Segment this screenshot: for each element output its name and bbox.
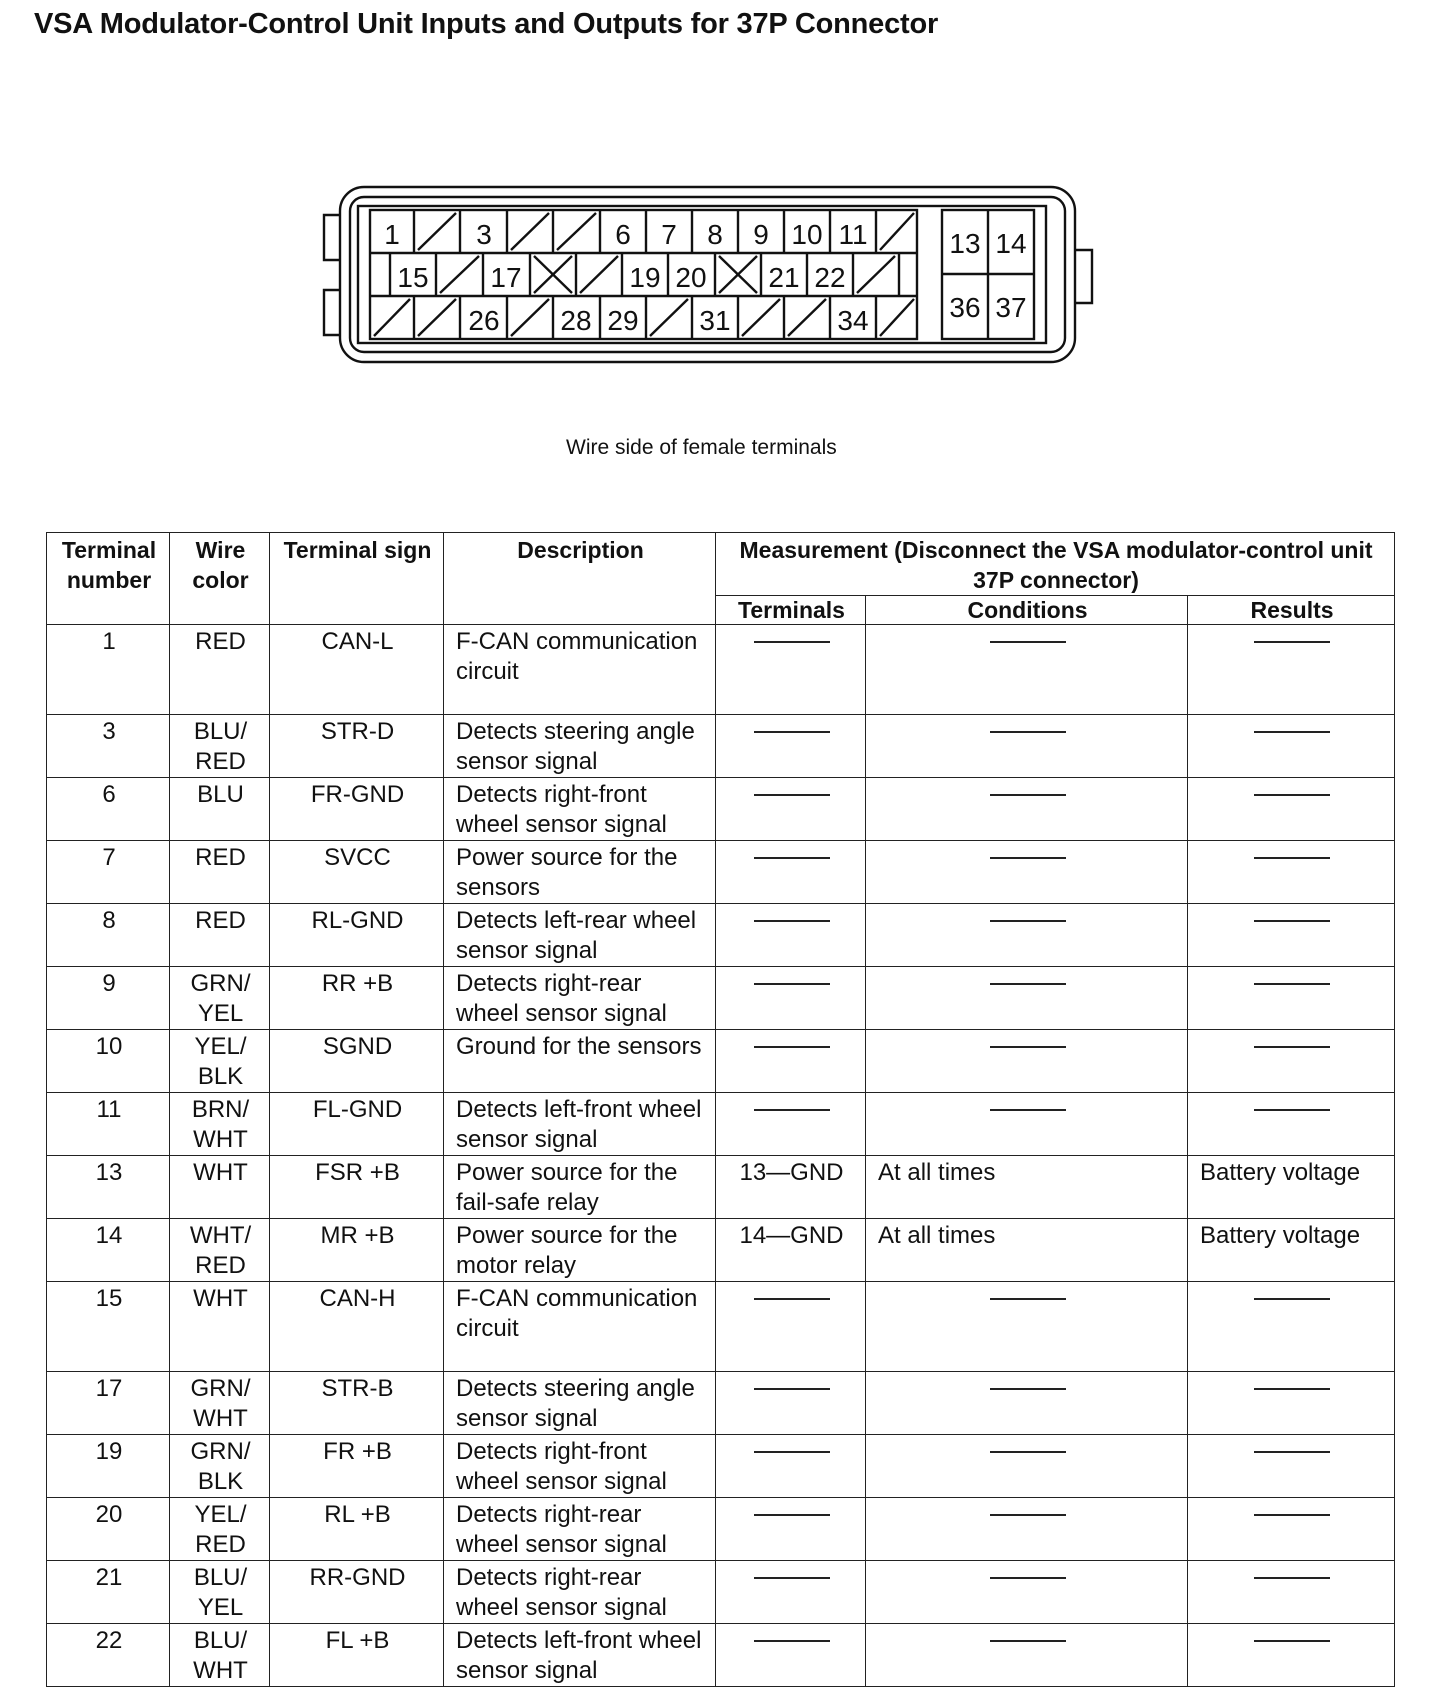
not-applicable-dash bbox=[754, 1109, 830, 1111]
measure-conditions-cell bbox=[866, 1093, 1188, 1156]
measure-conditions-cell bbox=[866, 1435, 1188, 1498]
terminal-sign-cell bbox=[270, 1156, 444, 1219]
terminal-number-cell bbox=[47, 1093, 170, 1156]
pin-17: 17 bbox=[490, 262, 522, 293]
terminal-number-text: 9 bbox=[102, 970, 116, 997]
wire-color-text: GRN/ BLK bbox=[190, 1438, 251, 1495]
measure-terminals-cell bbox=[716, 1435, 866, 1498]
header-results: Results bbox=[1188, 596, 1395, 625]
terminal-number-cell bbox=[47, 967, 170, 1030]
terminal-number-text: 8 bbox=[102, 907, 116, 934]
table-row bbox=[47, 1219, 1395, 1282]
terminal-number-text: 14 bbox=[95, 1222, 123, 1249]
measure-conditions-cell bbox=[866, 1561, 1188, 1624]
not-applicable-dash bbox=[754, 857, 830, 859]
measure-results-cell bbox=[1188, 1156, 1395, 1219]
terminal-number-cell bbox=[47, 1219, 170, 1282]
description-text: Ground for the sensors bbox=[456, 1033, 702, 1060]
measure-conditions-text: At all times bbox=[878, 1222, 996, 1249]
terminal-sign-text: STR-D bbox=[320, 718, 395, 745]
wire-color-cell bbox=[170, 1030, 270, 1093]
pin-14: 14 bbox=[995, 228, 1027, 259]
terminal-number-cell bbox=[47, 1435, 170, 1498]
terminal-sign-text: RL-GND bbox=[311, 907, 404, 934]
wire-color-text: YEL/ BLK bbox=[194, 1033, 247, 1090]
connector-caption: Wire side of female terminals bbox=[566, 436, 837, 459]
not-applicable-dash bbox=[1254, 857, 1330, 859]
wire-color-cell bbox=[170, 1156, 270, 1219]
pin-10: 10 bbox=[791, 219, 823, 250]
description-text: Detects right-front wheel sensor signal bbox=[456, 781, 667, 838]
measure-results-text: Battery voltage bbox=[1200, 1222, 1361, 1249]
not-applicable-dash bbox=[990, 1640, 1066, 1642]
measure-results-cell bbox=[1188, 1561, 1395, 1624]
pin-8: 8 bbox=[707, 219, 723, 250]
not-applicable-dash bbox=[1254, 1109, 1330, 1111]
measure-conditions-cell bbox=[866, 1030, 1188, 1093]
terminal-number-text: 19 bbox=[95, 1438, 123, 1465]
terminal-number-cell bbox=[47, 625, 170, 715]
not-applicable-dash bbox=[1254, 920, 1330, 922]
description-cell bbox=[444, 1030, 716, 1093]
table-row bbox=[47, 1282, 1395, 1372]
terminal-sign-text: RR-GND bbox=[309, 1564, 406, 1591]
not-applicable-dash bbox=[754, 1298, 830, 1300]
wire-color-cell bbox=[170, 778, 270, 841]
not-applicable-dash bbox=[754, 1388, 830, 1390]
description-cell bbox=[444, 904, 716, 967]
measure-results-cell bbox=[1188, 904, 1395, 967]
pin-21: 21 bbox=[768, 262, 800, 293]
not-applicable-dash bbox=[990, 920, 1066, 922]
terminal-sign-cell bbox=[270, 1093, 444, 1156]
pin-6: 6 bbox=[615, 219, 631, 250]
measure-results-cell bbox=[1188, 1624, 1395, 1687]
wire-color-text: WHT bbox=[193, 1285, 248, 1312]
not-applicable-dash bbox=[990, 1298, 1066, 1300]
terminal-sign-cell bbox=[270, 904, 444, 967]
terminal-number-text: 6 bbox=[102, 781, 116, 808]
not-applicable-dash bbox=[990, 983, 1066, 985]
table-row bbox=[47, 904, 1395, 967]
description-text: Detects left-rear wheel sensor signal bbox=[456, 907, 697, 964]
measure-conditions-text: At all times bbox=[878, 1159, 996, 1186]
not-applicable-dash bbox=[1254, 1514, 1330, 1516]
description-text: Detects right-rear wheel sensor signal bbox=[456, 970, 667, 1027]
measure-terminals-cell bbox=[716, 1156, 866, 1219]
wire-color-text: BLU bbox=[197, 781, 244, 808]
pin-19: 19 bbox=[629, 262, 661, 293]
table-row bbox=[47, 778, 1395, 841]
terminal-sign-cell bbox=[270, 1372, 444, 1435]
table-row bbox=[47, 1156, 1395, 1219]
not-applicable-dash bbox=[1254, 731, 1330, 733]
wire-color-cell bbox=[170, 841, 270, 904]
description-cell bbox=[444, 778, 716, 841]
terminal-number-cell bbox=[47, 1498, 170, 1561]
description-text: Detects right-front wheel sensor signal bbox=[456, 1438, 667, 1495]
terminal-sign-cell bbox=[270, 1561, 444, 1624]
measure-results-cell bbox=[1188, 1435, 1395, 1498]
terminal-sign-text: FL +B bbox=[325, 1627, 390, 1654]
not-applicable-dash bbox=[990, 1046, 1066, 1048]
description-text: F-CAN communication circuit bbox=[456, 628, 698, 685]
connector-diagram bbox=[320, 180, 1120, 370]
pin-11: 11 bbox=[838, 219, 868, 250]
pin-20: 20 bbox=[675, 262, 707, 293]
wire-color-text: RED bbox=[195, 907, 246, 934]
terminal-sign-text: CAN-H bbox=[319, 1285, 396, 1312]
measure-conditions-cell bbox=[866, 841, 1188, 904]
terminal-number-text: 7 bbox=[102, 844, 116, 871]
not-applicable-dash bbox=[1254, 641, 1330, 643]
measure-terminals-cell bbox=[716, 904, 866, 967]
pin-13: 13 bbox=[949, 228, 981, 259]
pin-9: 9 bbox=[753, 219, 769, 250]
not-applicable-dash bbox=[754, 1451, 830, 1453]
terminal-number-text: 20 bbox=[95, 1501, 123, 1528]
terminal-sign-text: FL-GND bbox=[312, 1096, 403, 1123]
description-text: Power source for the motor relay bbox=[456, 1222, 678, 1279]
table-row bbox=[47, 967, 1395, 1030]
measure-terminals-cell bbox=[716, 625, 866, 715]
terminal-number-text: 15 bbox=[95, 1285, 123, 1312]
wire-color-text: WHT bbox=[193, 1159, 248, 1186]
wire-color-cell bbox=[170, 1498, 270, 1561]
measure-terminals-cell bbox=[716, 1219, 866, 1282]
terminal-sign-text: SGND bbox=[322, 1033, 393, 1060]
measure-conditions-cell bbox=[866, 1219, 1188, 1282]
terminal-number-cell bbox=[47, 1372, 170, 1435]
terminal-sign-text: STR-B bbox=[321, 1375, 394, 1402]
measure-terminals-cell bbox=[716, 967, 866, 1030]
terminal-sign-cell bbox=[270, 1219, 444, 1282]
terminal-number-text: 22 bbox=[95, 1627, 123, 1654]
terminal-number-cell bbox=[47, 1561, 170, 1624]
measure-terminals-cell bbox=[716, 778, 866, 841]
terminal-number-text: 3 bbox=[102, 718, 116, 745]
measure-terminals-cell bbox=[716, 1372, 866, 1435]
measure-conditions-cell bbox=[866, 1372, 1188, 1435]
terminal-number-cell bbox=[47, 1624, 170, 1687]
not-applicable-dash bbox=[990, 641, 1066, 643]
terminal-number-cell bbox=[47, 904, 170, 967]
not-applicable-dash bbox=[1254, 1046, 1330, 1048]
measure-results-cell bbox=[1188, 778, 1395, 841]
terminal-sign-cell bbox=[270, 1282, 444, 1372]
measure-results-cell bbox=[1188, 967, 1395, 1030]
pin-3: 3 bbox=[476, 219, 492, 250]
pin-34: 34 bbox=[837, 305, 869, 336]
terminal-number-cell bbox=[47, 1030, 170, 1093]
terminal-sign-text: FR +B bbox=[323, 1438, 392, 1465]
header-description: Description bbox=[444, 533, 716, 625]
measure-conditions-cell bbox=[866, 1156, 1188, 1219]
not-applicable-dash bbox=[990, 1514, 1066, 1516]
description-text: Detects left-front wheel sensor signal bbox=[456, 1627, 702, 1684]
measure-terminals-cell bbox=[716, 1282, 866, 1372]
measure-terminals-cell bbox=[716, 841, 866, 904]
wire-color-text: RED bbox=[195, 844, 246, 871]
measure-terminals-cell bbox=[716, 1498, 866, 1561]
pin-37: 37 bbox=[995, 292, 1027, 323]
wire-color-cell bbox=[170, 1561, 270, 1624]
measure-conditions-cell bbox=[866, 1624, 1188, 1687]
table-row bbox=[47, 715, 1395, 778]
table-row bbox=[47, 1624, 1395, 1687]
terminal-number-text: 11 bbox=[96, 1096, 122, 1123]
measure-conditions-cell bbox=[866, 967, 1188, 1030]
description-cell bbox=[444, 841, 716, 904]
measure-terminals-cell bbox=[716, 1561, 866, 1624]
description-text: Detects right-rear wheel sensor signal bbox=[456, 1501, 667, 1558]
not-applicable-dash bbox=[990, 731, 1066, 733]
description-text: Power source for the sensors bbox=[456, 844, 678, 901]
measure-results-cell bbox=[1188, 715, 1395, 778]
terminal-number-cell bbox=[47, 841, 170, 904]
not-applicable-dash bbox=[990, 857, 1066, 859]
not-applicable-dash bbox=[1254, 1451, 1330, 1453]
not-applicable-dash bbox=[1254, 1388, 1330, 1390]
wire-color-text: RED bbox=[195, 628, 246, 655]
terminal-number-cell bbox=[47, 715, 170, 778]
header-terminal-sign: Terminal sign bbox=[270, 533, 444, 625]
terminal-sign-cell bbox=[270, 625, 444, 715]
terminal-sign-cell bbox=[270, 778, 444, 841]
table-row bbox=[47, 1435, 1395, 1498]
wire-color-cell bbox=[170, 625, 270, 715]
pin-31: 31 bbox=[699, 305, 731, 336]
description-text: Detects right-rear wheel sensor signal bbox=[456, 1564, 667, 1621]
pin-29: 29 bbox=[607, 305, 639, 336]
not-applicable-dash bbox=[754, 1046, 830, 1048]
not-applicable-dash bbox=[754, 731, 830, 733]
terminal-number-text: 21 bbox=[95, 1564, 123, 1591]
description-text: F-CAN communication circuit bbox=[456, 1285, 698, 1342]
wire-color-cell bbox=[170, 1093, 270, 1156]
pin-15: 15 bbox=[397, 262, 429, 293]
wire-color-text: GRN/ WHT bbox=[190, 1375, 251, 1432]
wire-color-cell bbox=[170, 1435, 270, 1498]
wire-color-text: YEL/ RED bbox=[194, 1501, 247, 1558]
header-wire-color: Wire color bbox=[170, 533, 270, 625]
not-applicable-dash bbox=[1254, 983, 1330, 985]
measure-terminals-text: 13—GND bbox=[739, 1159, 844, 1186]
terminal-sign-text: FSR +B bbox=[315, 1159, 400, 1186]
measure-results-cell bbox=[1188, 1030, 1395, 1093]
measure-terminals-cell bbox=[716, 1093, 866, 1156]
measure-conditions-cell bbox=[866, 1498, 1188, 1561]
terminal-sign-text: RR +B bbox=[321, 970, 394, 997]
measure-results-cell bbox=[1188, 1093, 1395, 1156]
not-applicable-dash bbox=[754, 794, 830, 796]
measure-conditions-cell bbox=[866, 715, 1188, 778]
description-cell bbox=[444, 1435, 716, 1498]
wire-color-cell bbox=[170, 715, 270, 778]
not-applicable-dash bbox=[990, 1577, 1066, 1579]
wire-color-cell bbox=[170, 1624, 270, 1687]
not-applicable-dash bbox=[754, 920, 830, 922]
description-cell bbox=[444, 1093, 716, 1156]
terminal-number-cell bbox=[47, 1156, 170, 1219]
table-row bbox=[47, 841, 1395, 904]
header-measurement: Measurement (Disconnect the VSA modulator-control unit 37P connector) bbox=[716, 533, 1395, 596]
description-cell bbox=[444, 715, 716, 778]
pin-36: 36 bbox=[949, 292, 981, 323]
description-cell bbox=[444, 1282, 716, 1372]
description-text: Detects steering angle sensor signal bbox=[456, 1375, 695, 1432]
wire-color-cell bbox=[170, 1219, 270, 1282]
measure-results-cell bbox=[1188, 1498, 1395, 1561]
description-cell bbox=[444, 1156, 716, 1219]
not-applicable-dash bbox=[990, 1451, 1066, 1453]
pin-1: 1 bbox=[384, 219, 400, 250]
description-text: Power source for the fail-safe relay bbox=[456, 1159, 678, 1216]
header-terminal-number: Terminal number bbox=[47, 533, 170, 625]
terminal-sign-text: SVCC bbox=[324, 844, 391, 871]
not-applicable-dash bbox=[754, 641, 830, 643]
description-cell bbox=[444, 625, 716, 715]
not-applicable-dash bbox=[754, 1577, 830, 1579]
not-applicable-dash bbox=[1254, 794, 1330, 796]
description-cell bbox=[444, 1498, 716, 1561]
measure-terminals-cell bbox=[716, 715, 866, 778]
pin-22: 22 bbox=[814, 262, 846, 293]
description-text: Detects left-front wheel sensor signal bbox=[456, 1096, 702, 1153]
terminal-number-text: 10 bbox=[95, 1033, 123, 1060]
wire-color-text: BRN/ WHT bbox=[191, 1096, 250, 1153]
wire-color-cell bbox=[170, 1282, 270, 1372]
not-applicable-dash bbox=[754, 1640, 830, 1642]
measure-terminals-text: 14—GND bbox=[739, 1222, 844, 1249]
not-applicable-dash bbox=[1254, 1298, 1330, 1300]
terminal-sign-text: CAN-L bbox=[321, 628, 394, 655]
io-table bbox=[46, 532, 1395, 1687]
terminal-sign-cell bbox=[270, 1498, 444, 1561]
description-cell bbox=[444, 1219, 716, 1282]
wire-color-text: GRN/ YEL bbox=[190, 970, 251, 1027]
not-applicable-dash bbox=[1254, 1577, 1330, 1579]
terminal-sign-cell bbox=[270, 1435, 444, 1498]
wire-color-cell bbox=[170, 967, 270, 1030]
terminal-sign-text: MR +B bbox=[320, 1222, 395, 1249]
table-row bbox=[47, 625, 1395, 715]
measure-terminals-cell bbox=[716, 1030, 866, 1093]
table-row bbox=[47, 1030, 1395, 1093]
description-text: Detects steering angle sensor signal bbox=[456, 718, 695, 775]
pin-28: 28 bbox=[560, 305, 592, 336]
description-cell bbox=[444, 1372, 716, 1435]
table-row bbox=[47, 1561, 1395, 1624]
description-cell bbox=[444, 1624, 716, 1687]
measure-conditions-cell bbox=[866, 625, 1188, 715]
measure-results-cell bbox=[1188, 1372, 1395, 1435]
terminal-sign-cell bbox=[270, 967, 444, 1030]
terminal-sign-cell bbox=[270, 841, 444, 904]
not-applicable-dash bbox=[990, 1388, 1066, 1390]
terminal-number-text: 1 bbox=[102, 628, 116, 655]
not-applicable-dash bbox=[754, 983, 830, 985]
pin-7: 7 bbox=[661, 219, 677, 250]
pin-26: 26 bbox=[468, 305, 500, 336]
wire-color-text: BLU/ WHT bbox=[193, 1627, 248, 1684]
not-applicable-dash bbox=[990, 1109, 1066, 1111]
measure-conditions-cell bbox=[866, 904, 1188, 967]
table-row bbox=[47, 1372, 1395, 1435]
table-row bbox=[47, 1498, 1395, 1561]
terminal-number-text: 17 bbox=[95, 1375, 123, 1402]
header-terminals: Terminals bbox=[716, 596, 866, 625]
not-applicable-dash bbox=[990, 794, 1066, 796]
terminal-sign-text: FR-GND bbox=[310, 781, 405, 808]
wire-color-text: BLU/ RED bbox=[193, 718, 248, 775]
description-cell bbox=[444, 1561, 716, 1624]
terminal-number-cell bbox=[47, 778, 170, 841]
measure-results-cell bbox=[1188, 841, 1395, 904]
measure-results-cell bbox=[1188, 625, 1395, 715]
page-title: VSA Modulator-Control Unit Inputs and Outputs for 37P Connector bbox=[34, 8, 939, 40]
measure-results-cell bbox=[1188, 1219, 1395, 1282]
wire-color-text: BLU/ YEL bbox=[193, 1564, 248, 1621]
terminal-number-text: 13 bbox=[95, 1159, 123, 1186]
measure-results-cell bbox=[1188, 1282, 1395, 1372]
terminal-number-cell bbox=[47, 1282, 170, 1372]
wire-color-text: WHT/ RED bbox=[189, 1222, 252, 1279]
header-conditions: Conditions bbox=[866, 596, 1188, 625]
wire-color-cell bbox=[170, 904, 270, 967]
not-applicable-dash bbox=[1254, 1640, 1330, 1642]
terminal-sign-cell bbox=[270, 1624, 444, 1687]
terminal-sign-cell bbox=[270, 1030, 444, 1093]
measure-results-text: Battery voltage bbox=[1200, 1159, 1361, 1186]
not-applicable-dash bbox=[754, 1514, 830, 1516]
wire-color-cell bbox=[170, 1372, 270, 1435]
description-cell bbox=[444, 967, 716, 1030]
measure-terminals-cell bbox=[716, 1624, 866, 1687]
measure-conditions-cell bbox=[866, 778, 1188, 841]
terminal-sign-text: RL +B bbox=[324, 1501, 391, 1528]
measure-conditions-cell bbox=[866, 1282, 1188, 1372]
terminal-sign-cell bbox=[270, 715, 444, 778]
table-row bbox=[47, 1093, 1395, 1156]
